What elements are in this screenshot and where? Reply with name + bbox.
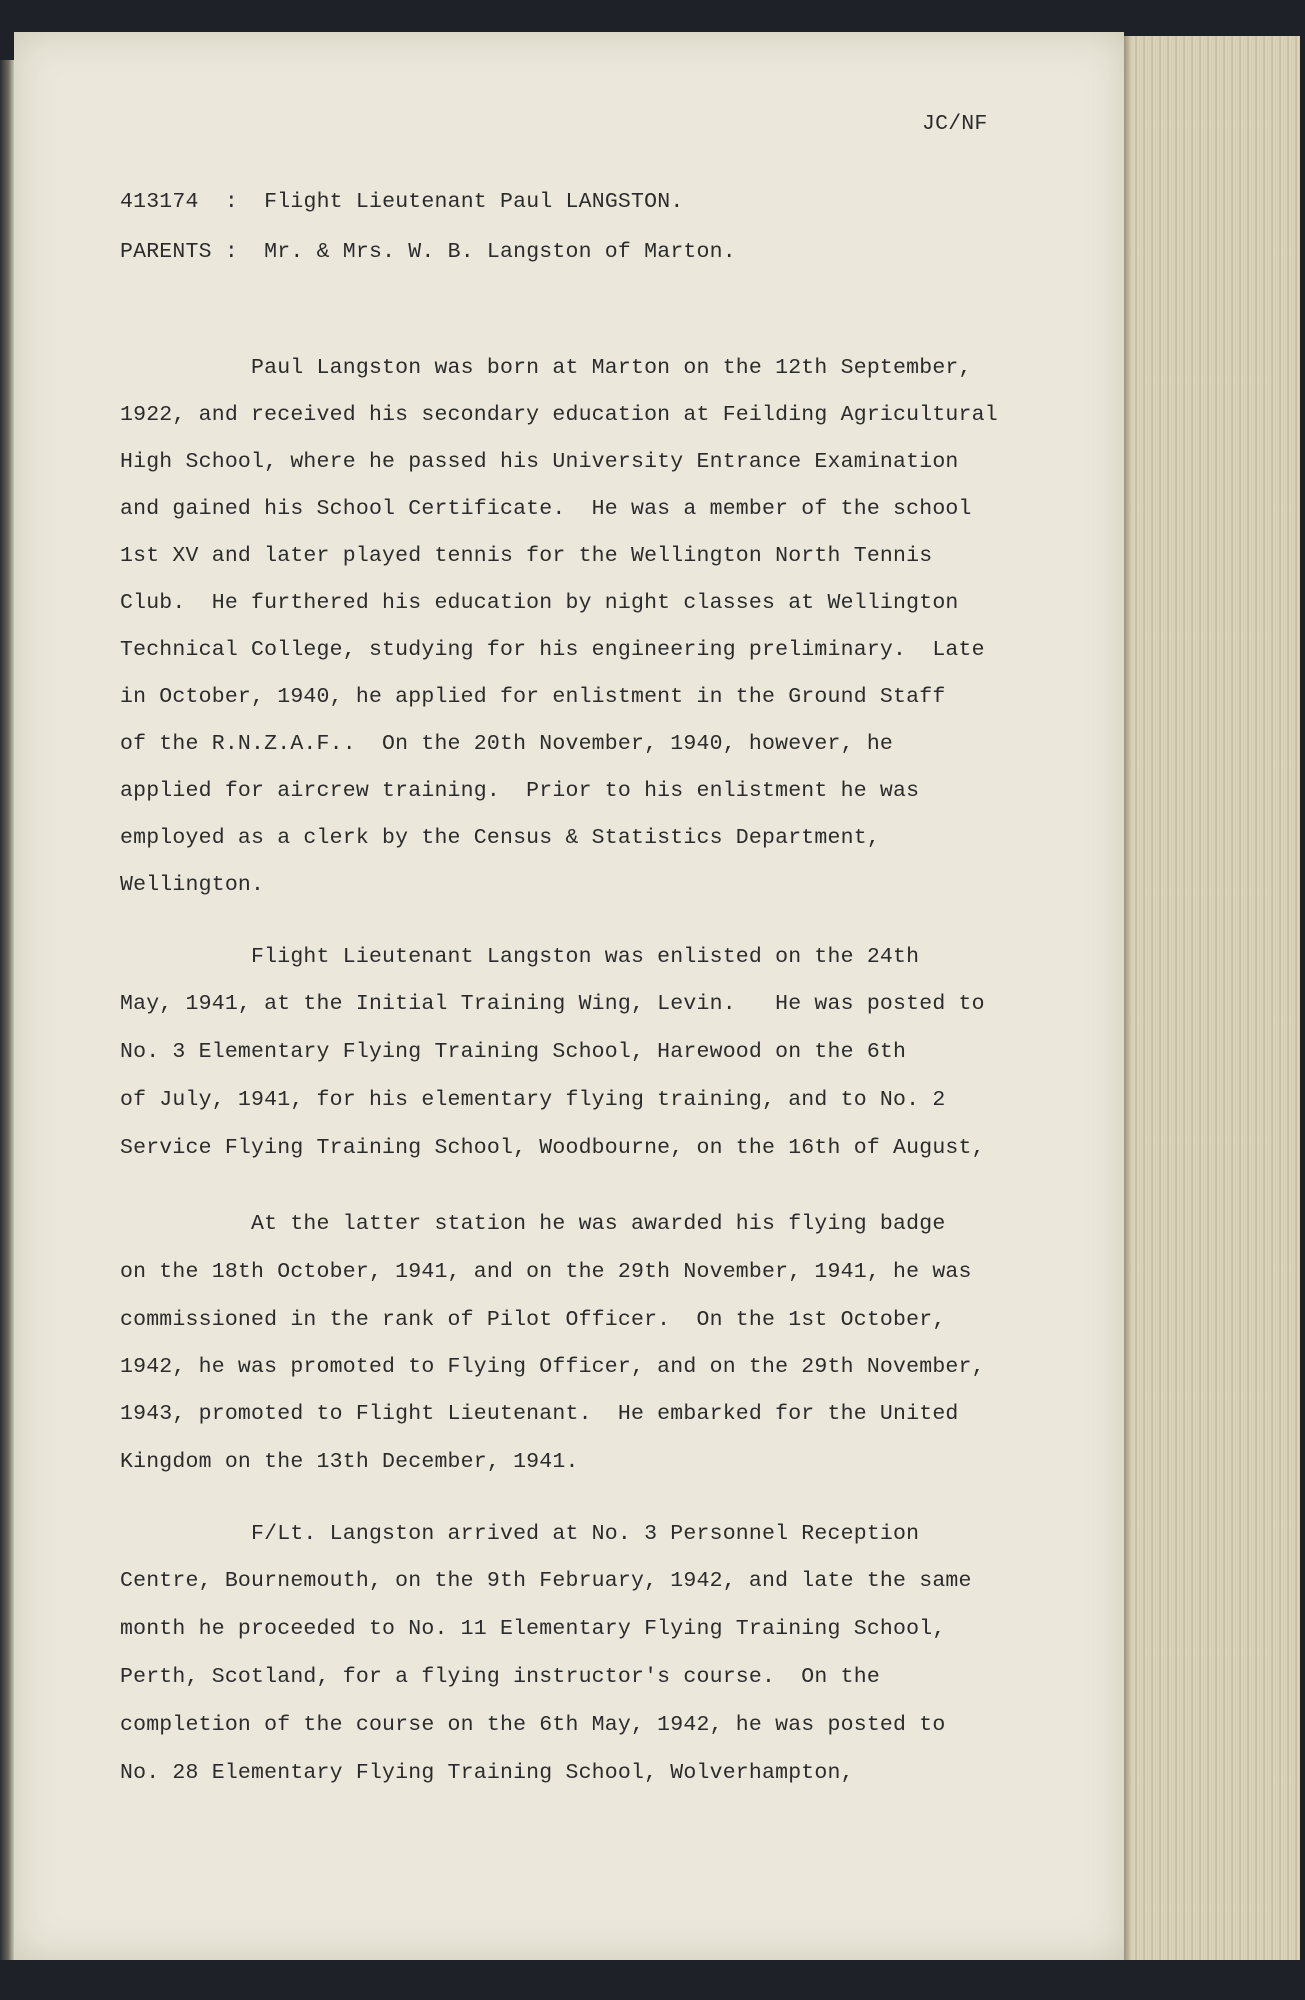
officer-name: Flight Lieutenant Paul LANGSTON. (264, 190, 684, 214)
body-line: on the 18th October, 1941, and on the 29th November, 1941, he was (120, 1260, 972, 1284)
parents-line (120, 240, 736, 264)
body-line: Service Flying Training School, Woodbourne, on the 16th of August, (120, 1136, 985, 1160)
body-line: Paul Langston was born at Marton on the 12th September, (120, 356, 972, 380)
body-line: Kingdom on the 13th December, 1941. (120, 1450, 579, 1474)
body-line: month he proceeded to No. 11 Elementary Flying Training School, (120, 1617, 946, 1641)
body-line: No. 28 Elementary Flying Training School, Wolverhampton, (120, 1761, 854, 1785)
body-line: Perth, Scotland, for a flying instructor's course. On the (120, 1665, 880, 1689)
body-line: Centre, Bournemouth, on the 9th February, 1942, and late the same (120, 1569, 972, 1593)
body-line: completion of the course on the 6th May, 1942, he was posted to (120, 1713, 946, 1737)
body-line: of July, 1941, for his elementary flying training, and to No. 2 (120, 1088, 946, 1112)
body-line: 1922, and received his secondary education at Feilding Agricultural (120, 403, 998, 427)
reference-code: JC/NF (922, 112, 988, 136)
body-line: High School, where he passed his University Entrance Examination (120, 450, 959, 474)
body-line: May, 1941, at the Initial Training Wing, Levin. He was posted to (120, 992, 985, 1016)
body-line: and gained his School Certificate. He was a member of the school (120, 497, 972, 521)
body-line: applied for aircrew training. Prior to his enlistment he was (120, 779, 920, 803)
body-line: commissioned in the rank of Pilot Officer. On the 1st October, (120, 1308, 946, 1332)
body-line: Flight Lieutenant Langston was enlisted on the 24th (120, 945, 920, 969)
body-line: F/Lt. Langston arrived at No. 3 Personnel Reception (120, 1522, 920, 1546)
body-line: At the latter station he was awarded his flying badge (120, 1212, 946, 1236)
body-line: of the R.N.Z.A.F.. On the 20th November, 1940, however, he (120, 732, 894, 756)
body-line: Club. He furthered his education by night classes at Wellington (120, 591, 959, 615)
left-page-edge (0, 60, 14, 1960)
service-separator: : (224, 190, 238, 214)
parents-separator: : (224, 240, 238, 264)
body-line: in October, 1940, he applied for enlistment in the Ground Staff (120, 685, 946, 709)
service-line (120, 190, 683, 214)
body-line: Wellington. (120, 873, 265, 897)
body-line: employed as a clerk by the Census & Statistics Department, (120, 826, 880, 850)
body-line: 1942, he was promoted to Flying Officer, and on the 29th November, (120, 1355, 985, 1379)
body-line: Technical College, studying for his engineering preliminary. Late (120, 638, 985, 662)
parents-label: PARENTS (120, 240, 212, 264)
parents-value: Mr. & Mrs. W. B. Langston of Marton. (264, 240, 736, 264)
service-number: 413174 (120, 190, 199, 214)
body-line: No. 3 Elementary Flying Training School, Harewood on the 6th (120, 1040, 907, 1064)
body-line: 1943, promoted to Flight Lieutenant. He embarked for the United (120, 1402, 959, 1426)
page-stack (1124, 36, 1300, 1960)
body-line: 1st XV and later played tennis for the Wellington North Tennis (120, 544, 933, 568)
page-stack-shadow (1124, 36, 1132, 1960)
